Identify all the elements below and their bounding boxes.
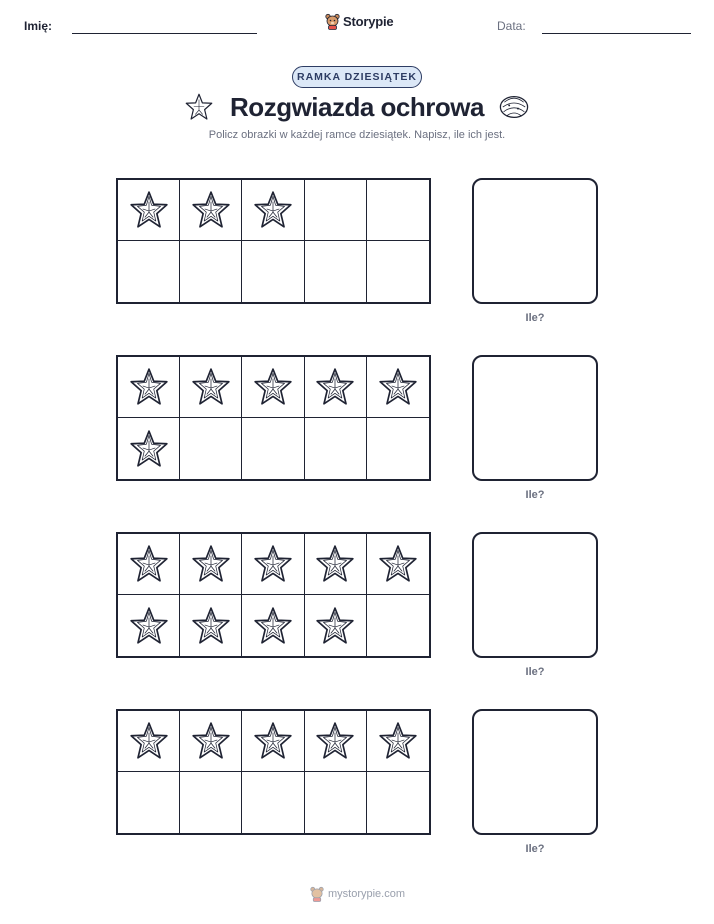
frame-cell [180,180,242,241]
starfish-icon [252,720,294,762]
ten-frame-3 [116,532,431,658]
frame-cell [367,241,429,302]
page-title: Rozgwiazda ochrowa [230,92,484,122]
name-write-line[interactable] [72,33,257,34]
starfish-icon [190,605,232,647]
frame-cell [242,357,304,418]
starfish-icon [190,366,232,408]
logo-text: Storypie [343,14,394,29]
frame-cell [242,534,304,595]
starfish-icon [314,605,356,647]
starfish-icon [190,189,232,231]
frame-cell [118,772,180,833]
answer-label-3: Ile? [525,666,545,678]
starfish-icon [252,605,294,647]
ten-frame-2 [116,355,431,481]
answer-box-3[interactable] [472,532,598,658]
frame-cell [367,180,429,241]
frame-cell [305,180,367,241]
frame-cell [242,241,304,302]
starfish-icon [128,605,170,647]
starfish-icon [377,543,419,585]
answer-box-1[interactable] [472,178,598,304]
storypie-logo [325,13,393,30]
frame-cell [118,534,180,595]
frame-cell [242,418,304,479]
frame-cell [180,357,242,418]
frame-cell [367,595,429,656]
starfish-icon [128,189,170,231]
frame-cell [367,711,429,772]
footer [310,886,405,902]
frame-cell [118,357,180,418]
frame-cell [180,711,242,772]
frame-cell [305,241,367,302]
clam-icon [498,92,530,122]
starfish-icon [377,366,419,408]
frame-cell [367,418,429,479]
date-write-line[interactable] [542,33,691,34]
frame-cell [118,180,180,241]
frame-cell [242,772,304,833]
answer-box-4[interactable] [472,709,598,835]
starfish-icon [190,543,232,585]
frame-cell [180,595,242,656]
name-label: Imię: [24,19,53,33]
frame-cell [242,711,304,772]
frame-cell [305,772,367,833]
frame-cell [180,772,242,833]
ten-frame-4 [116,709,431,835]
frame-cell [305,595,367,656]
starfish-icon [314,720,356,762]
starfish-icon [314,366,356,408]
starfish-icon [377,720,419,762]
starfish-icon [128,720,170,762]
answer-label-1: Ile? [525,312,545,324]
starfish-icon [128,543,170,585]
frame-cell [305,357,367,418]
frame-cell [305,418,367,479]
frame-cell [367,534,429,595]
frame-cell [367,357,429,418]
starfish-icon [128,428,170,470]
starfish-icon [252,366,294,408]
starfish-icon [252,189,294,231]
footer-url: mystorypie.com [328,888,406,900]
frame-cell [305,534,367,595]
answer-label-2: Ile? [525,489,545,501]
answer-box-2[interactable] [472,355,598,481]
title-row [0,90,714,126]
starfish-icon [190,720,232,762]
answer-label-4: Ile? [525,843,545,855]
frame-cell [242,595,304,656]
frame-cell [118,595,180,656]
frame-cell [367,772,429,833]
frame-cell [180,534,242,595]
frame-cell [118,711,180,772]
starfish-icon [128,366,170,408]
frame-cell [118,241,180,302]
storypie-bear-icon [325,13,340,30]
frame-cell [305,711,367,772]
frame-cell [180,418,242,479]
frame-cell [118,418,180,479]
starfish-icon [252,543,294,585]
category-badge: RAMKA DZIESIĄTEK [292,66,422,88]
frame-cell [242,180,304,241]
storypie-bear-icon [310,886,324,902]
date-label: Data: [497,19,526,33]
ten-frame-1 [116,178,431,304]
frame-cell [180,241,242,302]
starfish-icon [314,543,356,585]
instructions: Policz obrazki w każdej ramce dziesiątek. Napisz, ile ich jest. [208,129,506,141]
